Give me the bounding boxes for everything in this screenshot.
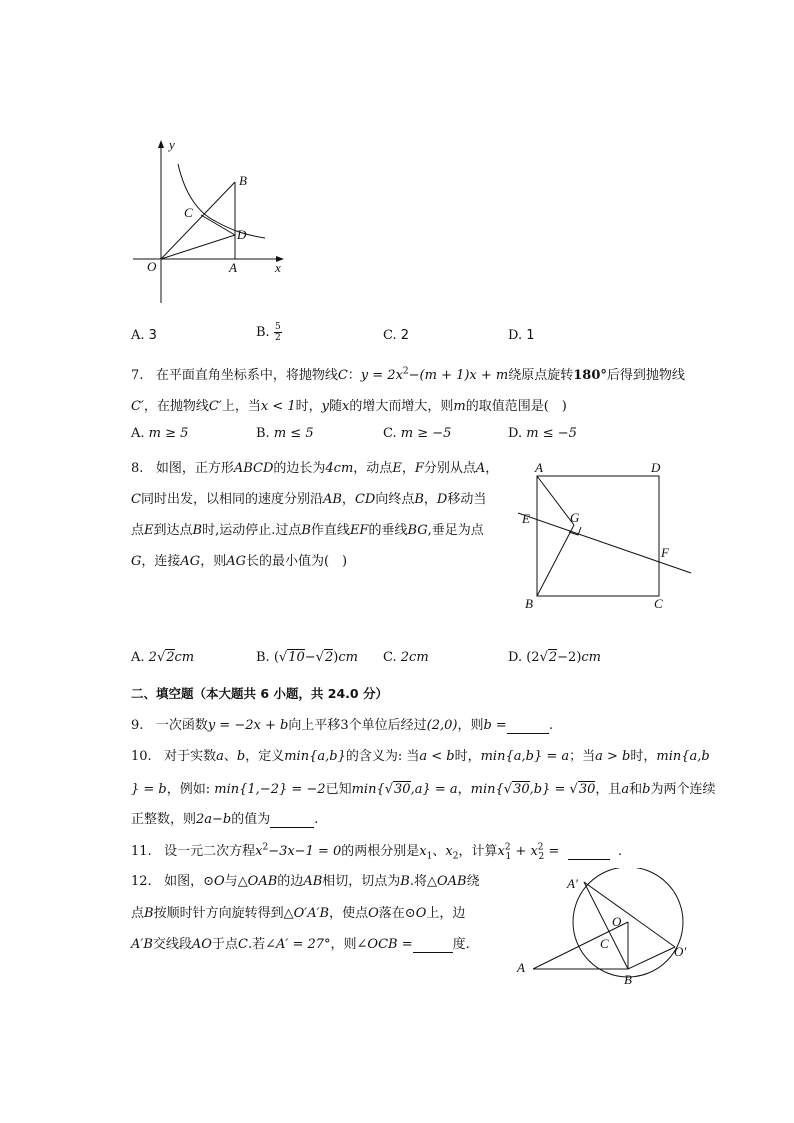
- q8-fig-label-f: F: [661, 545, 669, 560]
- q6-fig-label-y: y: [169, 137, 175, 152]
- q10-line-2: } = b，例如: min{1,−2} = −2已知min{√30,a} = a，min{√30,b} = √30，且a和b为两个连续: [131, 782, 716, 797]
- q8-fig-label-c: C: [654, 596, 663, 611]
- q6-fig-label-b: B: [239, 173, 247, 188]
- q12-line-3: A′B交线段AO于点C.若∠A′ = 27°，则∠OCB = 度.: [131, 937, 470, 952]
- q12-answer-blank[interactable]: [413, 937, 453, 953]
- q6-option-d-value: 1: [526, 328, 535, 343]
- q8-option-c: C. 2cm: [383, 650, 429, 665]
- q8-fig-label-b: B: [525, 596, 533, 611]
- q7-option-b: B. m ≤ 5: [256, 426, 314, 441]
- q8-fig-label-d: D: [651, 460, 661, 475]
- q6-option-a-label: A.: [131, 328, 145, 343]
- q12-line-2: 点B按顺时针方向旋转得到△O′A′B，使点O落在⊙O上，边: [131, 906, 466, 921]
- q6-fig-label-a: A: [229, 260, 237, 275]
- q8-line-1: 8. 如图，正方形ABCD的边长为4cm，动点E，F分别从点A，: [131, 461, 499, 476]
- q8-figure: [518, 456, 698, 616]
- q8-line-2: C同时出发，以相同的速度分别沿AB，CD向终点B，D移动当: [131, 492, 487, 507]
- q6-fig-label-o: O: [147, 259, 157, 274]
- q8-line-4: G，连接AG，则AG长的最小值为( ): [131, 554, 348, 569]
- q6-option-b-label: B.: [256, 325, 270, 340]
- q6-option-a-value: 3: [148, 328, 157, 343]
- q8-option-a: A. 2√2cm: [131, 650, 195, 665]
- q12-fig-label-o: O: [612, 914, 622, 929]
- q10-line-3: 正整数，则2a−b的值为 .: [131, 812, 319, 827]
- q6-figure: [125, 135, 295, 305]
- q8-option-b: B. (√10−√2)cm: [256, 650, 358, 665]
- q12-line-1: 12. 如图，⊙O与△OAB的边AB相切，切点为B.将△OAB绕: [131, 874, 480, 889]
- q6-option-c-label: C.: [383, 328, 397, 343]
- q9-answer-blank[interactable]: [507, 718, 549, 734]
- q8-fig-label-g: G: [570, 510, 580, 525]
- q7-line-1: 7. 在平面直角坐标系中，将抛物线C：$y = 2x^2-(m + 1)x + m$绕原点旋转180°后得到抛物线: [131, 366, 685, 383]
- q7-option-d: D. m ≤ −5: [508, 426, 577, 441]
- q7-line-2: C′，在抛物线C′上，当x < 1时，y随x的增大而增大，则m的取值范围是( ): [131, 399, 567, 414]
- q8-line-3: 点E到达点B时,运动停止.过点B作直线EF的垂线BG,垂足为点: [131, 523, 484, 538]
- question-9: 9. 一次函数y = −2x + b向上平移3个单位后经过(2,0)，则b = .: [131, 718, 553, 733]
- q12-fig-label-b: B: [624, 972, 632, 987]
- q12-fig-label-o-prime: O′: [674, 944, 687, 959]
- q7-option-a: A. m ≥ 5: [131, 426, 189, 441]
- q11-answer-blank[interactable]: [568, 844, 610, 860]
- question-11: 11. 设一元二次方程$x^2-3x-1 = 0$的两根分别是$x_1$、$x_2$，计算$x^2_1 + x^2_2$ = .: [131, 842, 622, 862]
- q6-option-b-fraction: $\frac{5}{2}$: [274, 322, 281, 343]
- section-2-title: 二、填空题（本大题共 6 小题，共 24.0 分）: [131, 686, 388, 701]
- q6-option-c-value: 2: [400, 328, 410, 343]
- q10-answer-blank[interactable]: [270, 812, 314, 828]
- q6-fig-label-x: x: [275, 260, 281, 275]
- q6-fig-label-c: C: [184, 205, 193, 220]
- q8-fig-label-e: E: [522, 511, 530, 526]
- q12-fig-label-c: C: [600, 936, 609, 951]
- q8-fig-label-a: A: [535, 460, 543, 475]
- q7-option-c: C. m ≥ −5: [383, 426, 452, 441]
- q12-fig-label-a-prime: A′: [567, 876, 578, 891]
- q6-fig-label-d: D: [237, 227, 247, 242]
- q12-figure: [512, 868, 712, 993]
- q12-fig-label-a: A: [517, 960, 525, 975]
- q8-option-d: D. (2√2−2)cm: [508, 650, 602, 665]
- q10-line-1: 10. 对于实数a、b，定义min{a,b}的含义为: 当a < b时，min{a,b} = a；当a > b时，min{a,b: [131, 749, 710, 764]
- q6-option-d-label: D.: [508, 328, 523, 343]
